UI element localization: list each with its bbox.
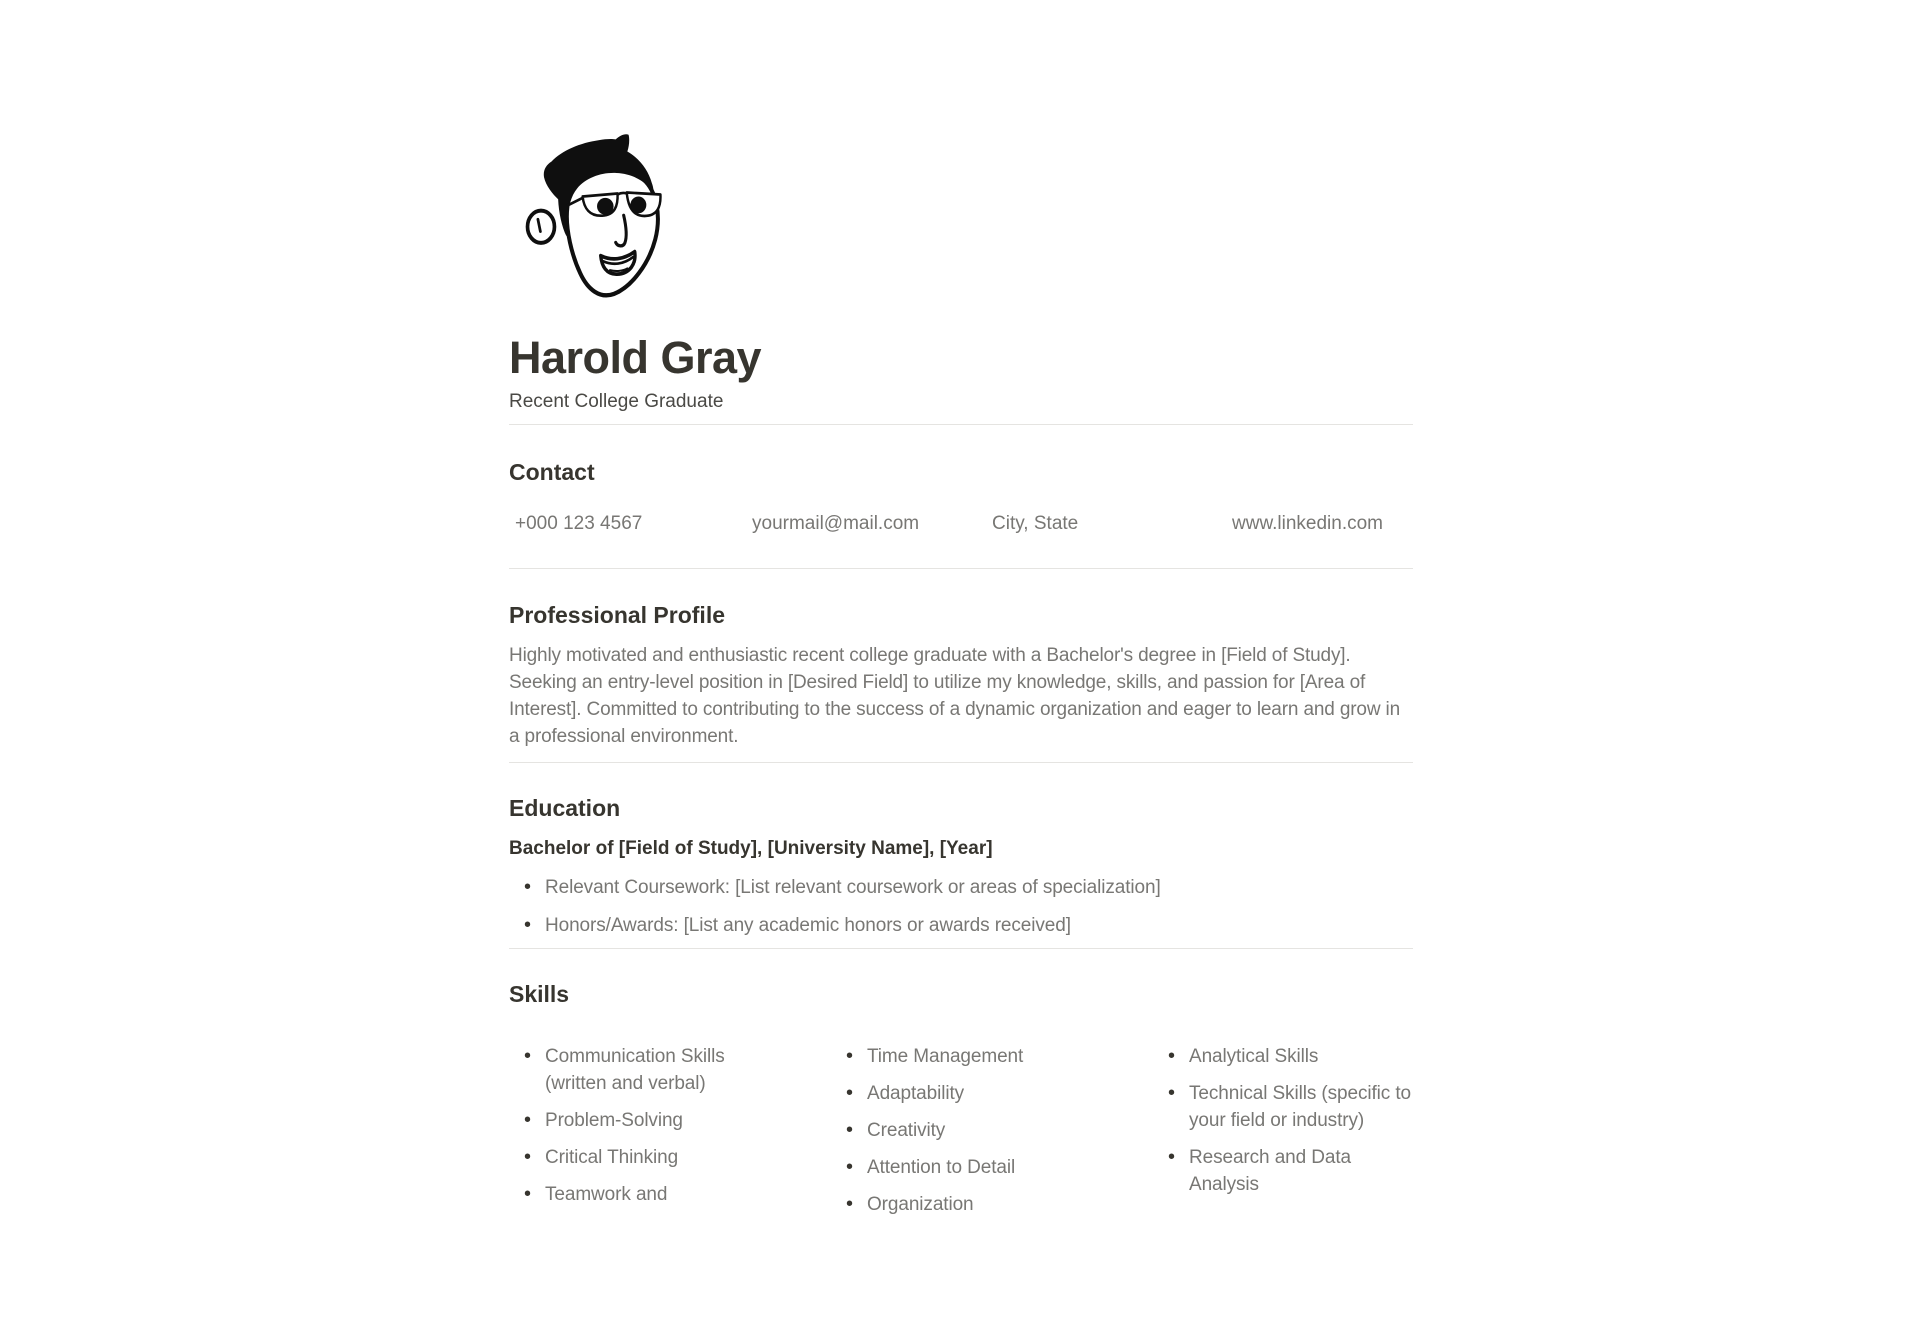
education-bullet-item: [509, 912, 1413, 939]
skill-item: [509, 1043, 831, 1097]
skill-text: Attention to Detail: [867, 1157, 1016, 1178]
skill-item: [1153, 1080, 1475, 1134]
bullet-icon: •: [1168, 1045, 1175, 1067]
page-title: Harold Gray: [509, 332, 762, 383]
education-bullet-list: [509, 874, 1413, 939]
skill-text: Research and Data Analysis: [1189, 1147, 1352, 1195]
skill-text: Technical Skills (specific to your field or industry): [1189, 1083, 1412, 1131]
skill-text: Creativity: [867, 1120, 946, 1141]
contact-phone: +000 123 4567: [515, 513, 643, 534]
bullet-icon: •: [524, 876, 531, 898]
section-heading-contact: Contact: [509, 459, 595, 485]
divider: [509, 568, 1413, 569]
skill-item: [831, 1191, 1153, 1218]
skill-item: [1153, 1144, 1475, 1198]
skill-item: [509, 1107, 831, 1134]
bullet-icon: •: [846, 1119, 853, 1141]
section-heading-education: Education: [509, 795, 621, 821]
skill-text: Communication Skills (written and verbal): [545, 1046, 725, 1094]
skill-text: Problem-Solving: [545, 1110, 683, 1131]
skill-item: [831, 1080, 1153, 1107]
contact-row: [509, 512, 1413, 536]
profile-avatar: [522, 132, 669, 300]
skill-item: [1153, 1043, 1475, 1070]
education-degree: Bachelor of [Field of Study], [University Name], [Year]: [509, 838, 993, 859]
skill-item: [509, 1144, 831, 1171]
skill-text: Critical Thinking: [545, 1147, 679, 1168]
skills-column: [831, 1043, 1153, 1228]
skill-item: [831, 1043, 1153, 1070]
skills-column: [1153, 1043, 1475, 1228]
skill-text: Analytical Skills: [1189, 1046, 1319, 1067]
skills-grid: [509, 1043, 1475, 1228]
contact-location: City, State: [992, 513, 1079, 534]
man-with-glasses-avatar-icon: [522, 132, 669, 300]
bullet-icon: •: [524, 1146, 531, 1168]
bullet-icon: •: [846, 1193, 853, 1215]
page-subtitle: Recent College Graduate: [509, 391, 724, 412]
section-heading-skills: Skills: [509, 981, 570, 1007]
skill-text: Teamwork and: [545, 1184, 668, 1205]
bullet-icon: •: [524, 1109, 531, 1131]
bullet-icon: •: [524, 1045, 531, 1067]
skills-column: [509, 1043, 831, 1228]
bullet-icon: •: [1168, 1082, 1175, 1104]
section-heading-professional-profile: Professional Profile: [509, 602, 726, 628]
skill-text: Time Management: [867, 1046, 1024, 1067]
contact-linkedin: www.linkedin.com: [1232, 513, 1383, 534]
skill-text: Adaptability: [867, 1083, 965, 1104]
professional-profile-text: Highly motivated and enthusiastic recent college graduate with a Bachelor's degree in [Field of Study]. Seeking an entry-level position in [Desired Field] to utilize my knowledge, skills, and passion for [Area of Interest]. Committed to contributing to the success of a dynamic organization and eager to learn and grow in a professional environment.: [509, 645, 1401, 747]
bullet-icon: •: [1168, 1146, 1175, 1168]
bullet-icon: •: [524, 914, 531, 936]
bullet-icon: •: [524, 1183, 531, 1205]
bullet-icon: •: [846, 1156, 853, 1178]
skill-item: [831, 1117, 1153, 1144]
divider: [509, 762, 1413, 763]
bullet-icon: •: [846, 1082, 853, 1104]
bullet-icon: •: [846, 1045, 853, 1067]
skill-item: [831, 1154, 1153, 1181]
divider: [509, 424, 1413, 425]
education-bullet-item: [509, 874, 1413, 901]
resume-document: [509, 132, 1413, 1228]
divider: [509, 948, 1413, 949]
contact-email: yourmail@mail.com: [752, 513, 920, 534]
skill-item: [509, 1181, 831, 1208]
skill-text: Organization: [867, 1194, 974, 1215]
education-bullet-text: Honors/Awards: [List any academic honors or awards received]: [545, 915, 1071, 936]
education-bullet-text: Relevant Coursework: [List relevant coursework or areas of specialization]: [545, 877, 1161, 898]
